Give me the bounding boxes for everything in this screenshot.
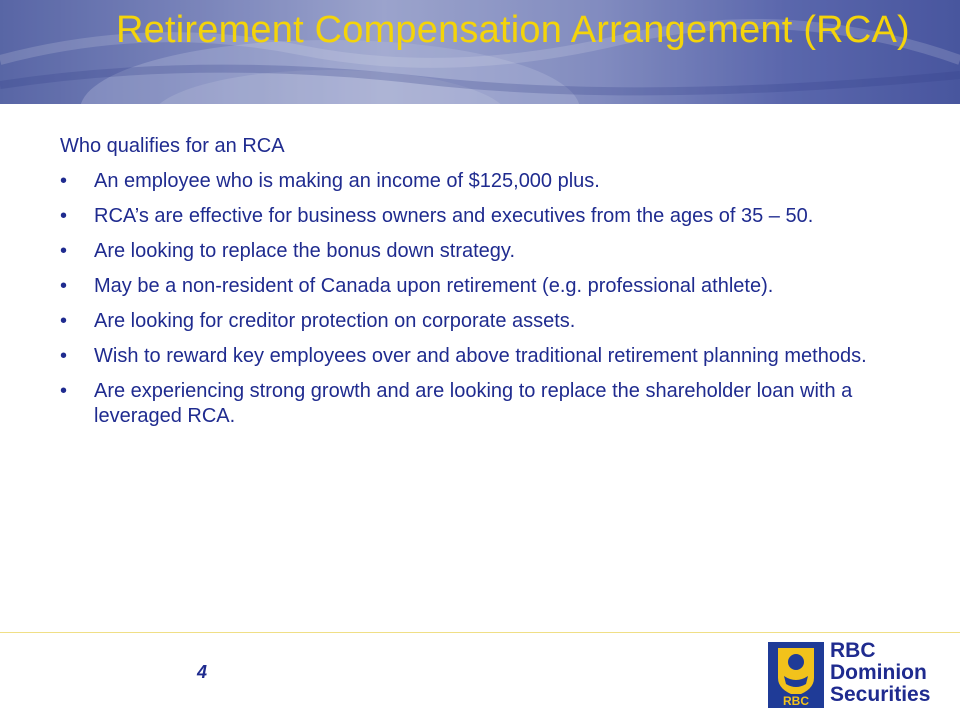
bullet-text: An employee who is making an income of $125,000 plus.	[94, 170, 600, 192]
bullet-text: RCA’s are effective for business owners and executives from the ages of 35 – 50.	[94, 205, 814, 227]
bullet-text: Are experiencing strong growth and are looking to replace the shareholder loan with a leveraged RCA.	[94, 380, 853, 427]
logo-wordmark	[830, 640, 930, 706]
rbc-logo	[768, 640, 948, 712]
intro-text: Who qualifies for an RCA	[60, 135, 285, 157]
list-item	[60, 274, 880, 299]
bullet-text: Are looking for creditor protection on corporate assets.	[94, 310, 576, 332]
logo-line-securities: Securities	[830, 683, 931, 706]
header-banner	[0, 0, 960, 104]
page-number: 4	[197, 662, 208, 682]
slide-title: Retirement Compensation Arrangement (RCA)	[116, 9, 910, 51]
list-item	[60, 239, 880, 264]
bullet-icon: •	[60, 380, 68, 402]
bullet-icon: •	[60, 240, 68, 262]
bullet-icon: •	[60, 345, 68, 367]
footer-divider	[0, 632, 960, 633]
bullet-list	[60, 169, 880, 429]
bullet-text: Wish to reward key employees over and above traditional retirement planning methods.	[94, 345, 867, 367]
rbc-lion-shield-icon	[768, 642, 824, 708]
list-item	[60, 344, 880, 369]
logo-line-rbc: RBC	[830, 639, 876, 662]
bullet-icon: •	[60, 205, 68, 227]
list-item	[60, 204, 880, 229]
bullet-text: Are looking to replace the bonus down strategy.	[94, 240, 515, 262]
slide-body	[60, 134, 880, 439]
bullet-icon: •	[60, 310, 68, 332]
logo-line-dominion: Dominion	[830, 661, 927, 684]
bullet-icon: •	[60, 170, 68, 192]
bullet-icon: •	[60, 275, 68, 297]
list-item	[60, 169, 880, 194]
list-item	[60, 309, 880, 334]
logo-shield-text: RBC	[783, 694, 809, 708]
bullet-text: May be a non-resident of Canada upon retirement (e.g. professional athlete).	[94, 275, 774, 297]
list-item	[60, 379, 880, 429]
